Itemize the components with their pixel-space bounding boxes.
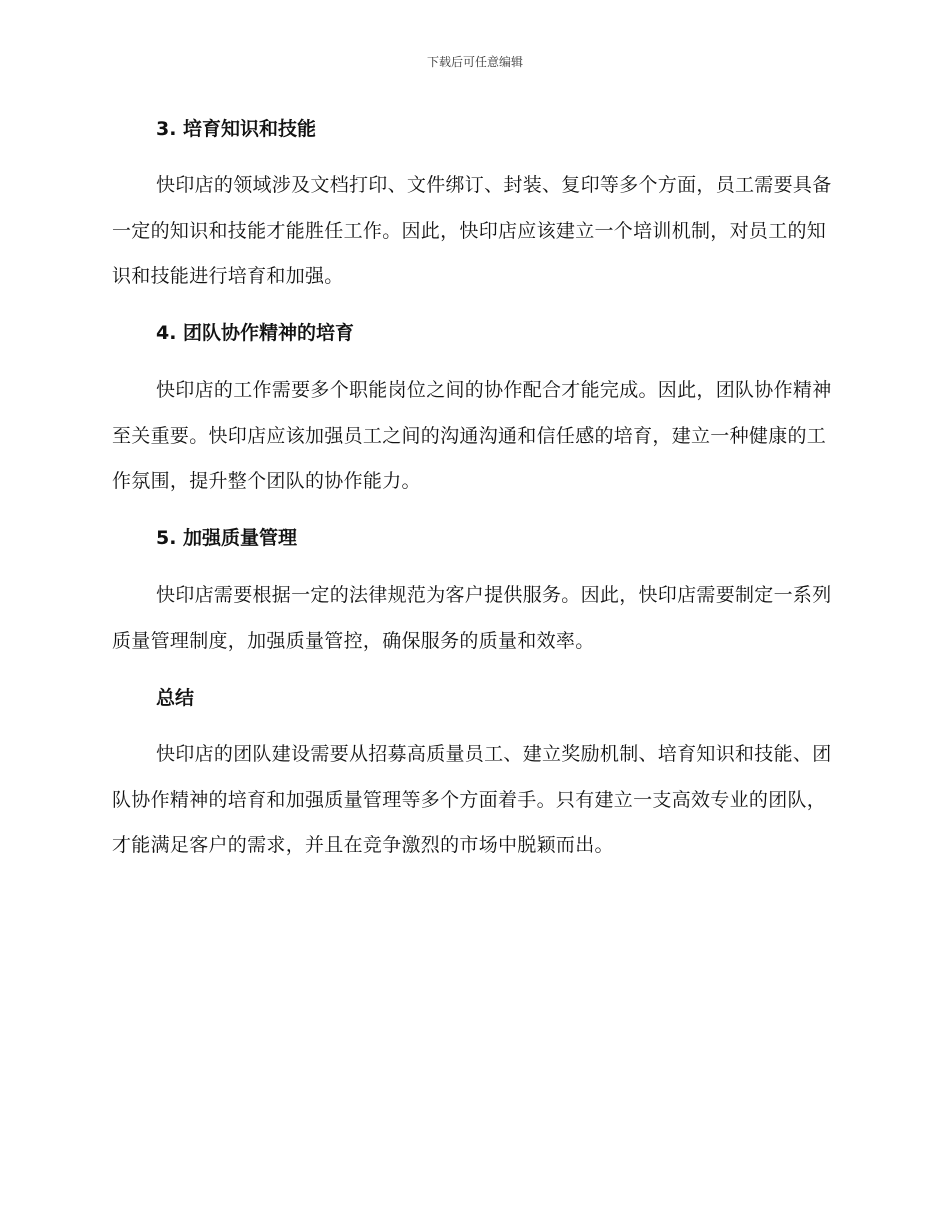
section-5-heading: 5. 加强质量管理 [156,527,298,549]
section-3-paragraph: 快印店的领域涉及文档打印、文件绑订、封装、复印等多个方面，员工需要具备一定的知识和技能才能胜任工作。因此，快印店应该建立一个培训机制，对员工的知识和技能进行培育和加强。 [112,174,832,287]
section-3-heading: 3. 培育知识和技能 [156,118,317,140]
summary-heading: 总结 [156,687,195,709]
section-4-paragraph: 快印店的工作需要多个职能岗位之间的协作配合才能完成。因此，团队协作精神至关重要。快印店应该加强员工之间的沟通沟通和信任感的培育，建立一种健康的工作氛围，提升整个团队的协作能力。 [112,379,832,492]
page-header-note: 下载后可任意编辑 [426,55,523,69]
summary-paragraph: 快印店的团队建设需要从招募高质量员工、建立奖励机制、培育知识和技能、团队协作精神的培育和加强质量管理等多个方面着手。只有建立一支高效专业的团队，才能满足客户的需求，并且在竞争激烈的市场中脱颖而出。 [112,743,832,856]
section-5-paragraph: 快印店需要根据一定的法律规范为客户提供服务。因此，快印店需要制定一系列质量管理制度，加强质量管控，确保服务的质量和效率。 [112,584,832,652]
section-4-heading: 4. 团队协作精神的培育 [156,322,355,344]
